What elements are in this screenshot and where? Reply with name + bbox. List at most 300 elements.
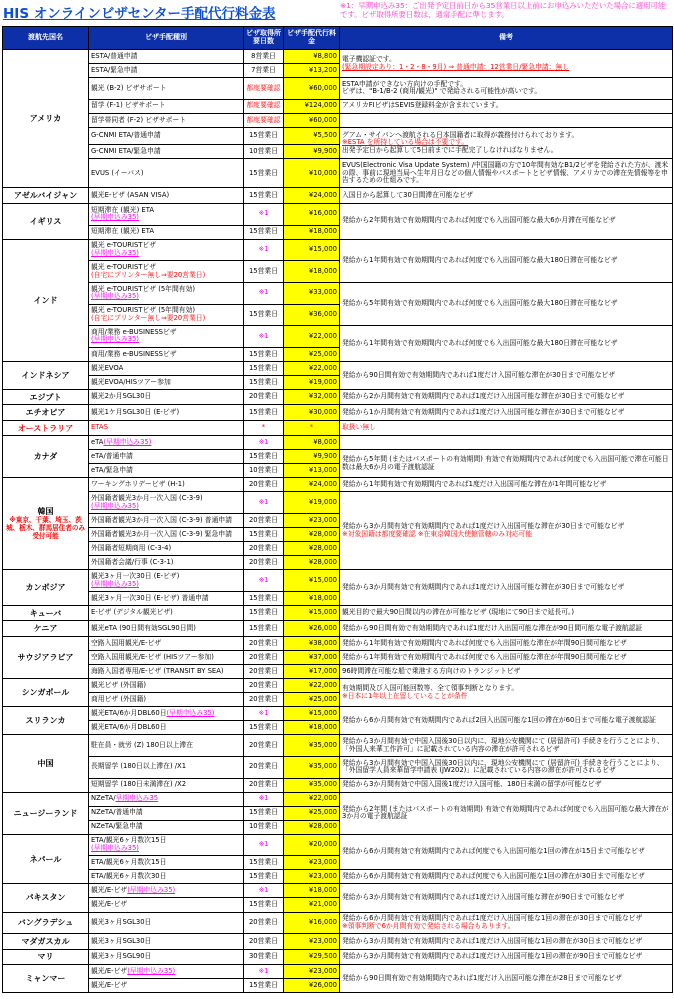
visa-type-sublabel: 早期申込み35 xyxy=(115,794,159,803)
fee-value: ¥9,900 xyxy=(313,146,337,155)
remark-cell xyxy=(340,420,673,435)
remark-text: 96時間滞在可能な船で乗港する方向けのトランジットビザ xyxy=(342,666,521,675)
visa-type-label: 外国籍者観光3か月一次入国 (C-3-9) 普通申請 xyxy=(91,515,232,524)
fee-value: ¥18,000 xyxy=(308,227,337,236)
table-row xyxy=(3,707,673,721)
visa-type-cell xyxy=(89,693,244,707)
country-name: 中国 xyxy=(37,758,54,768)
country-name: エジプト xyxy=(29,392,62,402)
days-cell xyxy=(244,650,284,664)
visa-type-sublabel: (早期申込み35) xyxy=(91,335,139,344)
visa-type-cell xyxy=(89,820,244,834)
days-value: 15営業日 xyxy=(248,310,279,319)
days-value: 15営業日 xyxy=(248,980,279,989)
visa-type-cell xyxy=(89,436,244,450)
days-cell xyxy=(244,347,284,361)
remark-cell xyxy=(340,650,673,664)
days-value: 15営業日 xyxy=(248,900,279,909)
fee-value: ¥22,000 xyxy=(308,363,337,372)
fee-cell xyxy=(284,514,340,528)
fee-cell xyxy=(284,884,340,898)
fee-value: ¥124,000 xyxy=(304,101,337,110)
days-value: 15営業日 xyxy=(248,593,279,602)
table-row xyxy=(3,934,673,949)
table-header-row xyxy=(3,27,673,50)
fee-value: ¥37,000 xyxy=(308,652,337,661)
fee-cell xyxy=(284,159,340,188)
days-cell xyxy=(244,898,284,912)
visa-type-sublabel: (早期申込み35) xyxy=(127,886,176,895)
fee-cell xyxy=(284,721,340,735)
visa-type-cell xyxy=(89,420,244,435)
days-value: 15営業日 xyxy=(248,808,279,817)
visa-type-cell xyxy=(89,159,244,188)
visa-type-label: 観光 e-TOURISTビザ xyxy=(91,241,157,250)
remark-text: 発給から90日間有効で有効期間内であれば1度だけ入国可能な滞在が30日まで可能なビザ xyxy=(342,370,616,379)
days-cell xyxy=(244,721,284,735)
country-cell xyxy=(3,389,89,404)
visa-type-cell xyxy=(89,326,244,348)
fee-value: ¥28,000 xyxy=(308,557,337,566)
days-cell xyxy=(244,591,284,605)
col-days: ビザ取得所要日数 xyxy=(244,27,284,50)
remark-text: 発給から1年間有効で有効期間内であれば何度でも入出国可能な最大180日滞在可能なビザ xyxy=(342,338,618,347)
table-row xyxy=(3,949,673,964)
fee-value: ¥38,000 xyxy=(308,638,337,647)
fee-cell xyxy=(284,636,340,650)
remark-text: 発給から6か月間有効で有効期間内であれば1度だけ入出国可能な1回の滞在が30日まで可能なビザ xyxy=(342,914,643,923)
fee-value: ¥17,000 xyxy=(308,666,337,675)
remark-text: (緊急期設定あり：1・2・8・9月) ⇒ 普通申請：12営業日/緊急申請：無し xyxy=(342,62,570,71)
fee-cell xyxy=(284,965,340,979)
table-row xyxy=(3,884,673,898)
fee-value: ¥35,000 xyxy=(308,762,337,771)
days-value: 20営業日 xyxy=(248,740,279,749)
visa-type-label: E-ビザ (デジタル観光ビザ) xyxy=(91,608,173,617)
remark-cell xyxy=(340,934,673,949)
table-row xyxy=(3,99,673,113)
days-value: 15営業日 xyxy=(248,190,279,199)
fee-cell xyxy=(284,361,340,375)
visa-type-cell xyxy=(89,778,244,792)
table-row xyxy=(3,478,673,492)
remark-cell xyxy=(340,834,673,870)
visa-type-label: 観光3ヶ月SGL30日 xyxy=(91,936,152,945)
remark-cell xyxy=(340,870,673,884)
visa-type-label: 観光 e-TOURISTビザ xyxy=(91,262,157,271)
days-cell xyxy=(244,225,284,239)
fee-cell xyxy=(284,806,340,820)
visa-type-label: eTA/緊急申請 xyxy=(91,466,133,475)
fee-cell xyxy=(284,225,340,239)
fee-value: ¥32,000 xyxy=(308,392,337,401)
remark-text: 発給から3か月間有効で中国入国後1度だけ入国可能、180日未満の留学が可能なビザ xyxy=(342,780,602,789)
visa-type-label: 空路入国用観光/E-ビザ xyxy=(91,638,162,647)
visa-type-label: 外国籍者観光3か月一次入国 (C-3-9) 緊急申請 xyxy=(91,529,232,538)
remark-cell xyxy=(340,735,673,757)
remark-text: 発給から1年間有効で有効期間内であれば何度でも入出国可能な最大180日滞在可能なビザ xyxy=(342,255,618,264)
days-cell xyxy=(244,304,284,326)
fee-cell xyxy=(284,420,340,435)
days-cell xyxy=(244,756,284,778)
days-cell xyxy=(244,912,284,934)
fee-value: ¥10,000 xyxy=(308,168,337,177)
visa-type-label: 短期滞在 (観光) ETA xyxy=(91,227,154,236)
visa-type-sublabel: (早期申込み35) xyxy=(91,292,139,301)
fee-value: ¥25,000 xyxy=(308,349,337,358)
country-name: オーストラリア xyxy=(17,423,74,433)
fee-cell xyxy=(284,528,340,542)
visa-type-cell xyxy=(89,679,244,693)
visa-type-label: 空路入国用観光/E-ビザ (HISツアー参加) xyxy=(91,652,214,661)
visa-type-cell xyxy=(89,361,244,375)
early-mark: ※1 xyxy=(258,966,269,975)
visa-type-label: eTA/普通申請 xyxy=(91,452,133,461)
days-cell xyxy=(244,478,284,492)
country-name: バングラデシュ xyxy=(17,918,74,928)
days-cell xyxy=(244,979,284,993)
table-row xyxy=(3,420,673,435)
fee-cell xyxy=(284,870,340,884)
header xyxy=(0,0,674,26)
fee-cell xyxy=(284,304,340,326)
visa-type-label: 観光ビザ (外国籍) xyxy=(91,680,147,689)
fee-cell xyxy=(284,282,340,304)
remark-cell xyxy=(340,621,673,636)
remark-text: ※ESTA を所持している場合は不要です。 xyxy=(342,138,469,147)
days-value: 7営業日 xyxy=(251,65,276,74)
table-body xyxy=(3,50,673,993)
days-cell xyxy=(244,528,284,542)
fee-cell xyxy=(284,436,340,450)
country-note: ※東京、千葉、埼玉、茨城、栃木、群馬居住者のみ受付可能 xyxy=(5,516,86,541)
fee-value: ¥19,000 xyxy=(308,498,337,506)
country-cell xyxy=(3,570,89,606)
fee-value: ¥18,000 xyxy=(308,266,337,275)
remark-text: 電子機認証です。 xyxy=(342,54,396,63)
days-value: 20営業日 xyxy=(248,557,279,566)
table-row xyxy=(3,159,673,188)
fee-value: ¥23,000 xyxy=(308,966,337,975)
country-cell xyxy=(3,834,89,884)
fee-value: ¥28,000 xyxy=(308,822,337,831)
remark-cell xyxy=(340,570,673,606)
country-cell xyxy=(3,949,89,964)
remark-text: 観光目的で最大90日間以内の滞在が可能なビザ (現地にて90日まで延長可。) xyxy=(342,608,575,617)
visa-type-label: 観光3ヶ月SGL30日 xyxy=(91,918,152,927)
fee-value: ¥16,000 xyxy=(308,209,337,218)
fee-cell xyxy=(284,389,340,404)
days-cell xyxy=(244,707,284,721)
days-cell xyxy=(244,78,284,100)
country-cell xyxy=(3,405,89,420)
visa-type-label: 観光/E-ビザ xyxy=(91,886,128,895)
remark-cell xyxy=(340,965,673,993)
country-cell xyxy=(3,735,89,792)
country-cell xyxy=(3,478,89,570)
fee-cell xyxy=(284,949,340,964)
days-value: 15営業日 xyxy=(248,227,279,236)
remark-text: ※対象国籍は都度要確認 ※在東京韓国大使館管轄のみ対応可能 xyxy=(342,529,533,538)
table-row xyxy=(3,389,673,404)
fee-cell xyxy=(284,707,340,721)
visa-type-cell xyxy=(89,591,244,605)
country-name: ネパール xyxy=(29,854,62,864)
table-row xyxy=(3,203,673,225)
country-cell xyxy=(3,188,89,203)
table-row xyxy=(3,492,673,514)
remark-text: グアム・サイパンへ渡航される日本国籍者に取得が義務付けられております。 xyxy=(342,130,579,139)
days-cell xyxy=(244,239,284,261)
remark-cell xyxy=(340,78,673,100)
col-visa-type: ビザ手配種別 xyxy=(89,27,244,50)
fee-value: ¥60,000 xyxy=(308,115,337,124)
fee-value: ¥19,000 xyxy=(308,377,337,386)
visa-type-cell xyxy=(89,375,244,389)
remark-cell xyxy=(340,50,673,78)
visa-type-label: G-CNMI ETA/普通申請 xyxy=(91,131,161,140)
table-row xyxy=(3,912,673,934)
country-cell xyxy=(3,361,89,389)
fee-value: ¥36,000 xyxy=(308,310,337,319)
days-cell xyxy=(244,405,284,420)
days-cell xyxy=(244,884,284,898)
visa-type-sublabel: (早期申込み35) xyxy=(166,708,215,717)
remark-cell xyxy=(340,436,673,450)
country-cell xyxy=(3,420,89,435)
fee-value: ¥13,200 xyxy=(308,65,337,74)
days-cell xyxy=(244,834,284,856)
country-name: キューバ xyxy=(29,608,62,618)
visa-type-cell xyxy=(89,50,244,64)
visa-type-cell xyxy=(89,965,244,979)
fee-value: ¥16,000 xyxy=(308,918,337,927)
days-cell xyxy=(244,606,284,621)
fee-cell xyxy=(284,145,340,159)
country-name: エチオピア xyxy=(25,408,66,418)
table-row xyxy=(3,361,673,375)
country-name: インドネシア xyxy=(21,370,70,380)
visa-type-cell xyxy=(89,347,244,361)
fee-value: ¥24,000 xyxy=(308,190,337,199)
fee-cell xyxy=(284,934,340,949)
remark-cell xyxy=(340,778,673,792)
remark-text: 発給から2年間 (またはパスポートの有効期間) 有効で有効期間内であれば何度でも入出国可能な最大滞在が3か月の電子渡航認証 xyxy=(342,804,669,821)
remark-cell xyxy=(340,326,673,362)
remark-cell xyxy=(340,912,673,934)
visa-type-label: 留学帯同者 (F-2) ビザサポート xyxy=(91,115,187,124)
fee-cell xyxy=(284,979,340,993)
country-name: アメリカ xyxy=(29,114,62,124)
country-name: サウジアラビア xyxy=(17,652,74,662)
days-value: 20営業日 xyxy=(248,638,279,647)
visa-type-label: ETA/観光6ヶ月数次15日 xyxy=(91,858,167,867)
days-cell xyxy=(244,113,284,127)
remark-text: 有効期間及び入国可能回数等、全て領事判断となります。 xyxy=(342,684,519,692)
remark-cell xyxy=(340,707,673,735)
country-name: カンボジア xyxy=(25,583,66,593)
remark-text: 発給から1か月間有効で有効期間内であれば1度だけ入出国可能な滞在が30日まで可能なビザ xyxy=(342,407,625,416)
fee-cell xyxy=(284,542,340,556)
days-cell xyxy=(244,492,284,514)
remark-text: 発給から90日間有効で有効期間内であれば1度だけ入出国可能な滞在が28日まで可能なビザ xyxy=(342,973,622,982)
table-row xyxy=(3,405,673,420)
remark-text: 発給から6か月間有効で有効期間内であれば2回入出国可能な1回の滞在が60日まで可能な電子渡航認証 xyxy=(342,715,656,724)
fee-value: ¥15,000 xyxy=(308,708,337,717)
remark-cell xyxy=(340,188,673,203)
visa-type-cell xyxy=(89,665,244,679)
remark-text: 発給から5年間有効で有効期間内であれば何度でも入出国可能な最大180日滞在可能なビザ xyxy=(342,299,618,308)
fee-cell xyxy=(284,912,340,934)
visa-type-cell xyxy=(89,405,244,420)
remark-cell xyxy=(340,679,673,707)
fee-value: ¥8,000 xyxy=(313,438,337,447)
days-value: 15営業日 xyxy=(248,131,279,140)
fee-cell xyxy=(284,693,340,707)
remark-cell xyxy=(340,361,673,389)
visa-type-cell xyxy=(89,225,244,239)
fee-cell xyxy=(284,347,340,361)
visa-type-label: 外国籍者会議/行事 (C-3-1) xyxy=(91,557,174,566)
days-value: 20営業日 xyxy=(248,392,279,401)
fee-cell xyxy=(284,556,340,570)
visa-type-cell xyxy=(89,145,244,159)
visa-type-cell xyxy=(89,542,244,556)
visa-type-cell xyxy=(89,282,244,304)
country-cell xyxy=(3,50,89,188)
fee-cell xyxy=(284,99,340,113)
days-cell xyxy=(244,679,284,693)
visa-type-cell xyxy=(89,735,244,757)
visa-type-label: 海路入国者専用/E-ビザ (TRANSIT BY SEA) xyxy=(91,666,224,675)
remark-cell xyxy=(340,884,673,912)
remark-cell xyxy=(340,239,673,282)
days-value: 15営業日 xyxy=(248,529,279,538)
days-value: 15営業日 xyxy=(248,722,279,731)
visa-type-cell xyxy=(89,650,244,664)
country-cell xyxy=(3,792,89,834)
days-value: 20営業日 xyxy=(248,694,279,703)
table-row xyxy=(3,570,673,592)
table-row xyxy=(3,113,673,127)
col-country: 渡航先国名 xyxy=(3,27,89,50)
fee-value: ¥25,000 xyxy=(308,808,337,817)
remark-cell xyxy=(340,203,673,239)
days-cell xyxy=(244,145,284,159)
fee-cell xyxy=(284,650,340,664)
visa-type-label: 商用/業務 e-BUSINESSビザ xyxy=(91,327,177,336)
fee-value: ¥15,000 xyxy=(308,608,337,617)
fee-value: ¥23,000 xyxy=(308,872,337,881)
remark-cell xyxy=(340,756,673,778)
country-cell xyxy=(3,679,89,707)
days-value: 都度要確認 xyxy=(246,83,281,92)
visa-type-label: 観光 e-TOURISTビザ (5年間有効) xyxy=(91,284,196,293)
visa-type-label: 観光/E-ビザ xyxy=(91,980,128,989)
visa-type-label: ESTA/普通申請 xyxy=(91,51,138,60)
remark-cell xyxy=(340,159,673,188)
days-value: 15営業日 xyxy=(248,623,279,632)
fee-value: ¥28,000 xyxy=(308,543,337,552)
days-value: 20営業日 xyxy=(248,936,279,945)
fee-cell xyxy=(284,464,340,478)
table-row xyxy=(3,606,673,621)
days-cell xyxy=(244,436,284,450)
visa-type-sublabel: (早期申込み35) xyxy=(91,248,139,257)
early-application-note: ※1：早期申込み35：ご出発予定日前日から35営業日以上前にお申込みいただいた場合に適用可能です。ビザ取得所要日数は、通常手配に準じます。 xyxy=(340,1,666,19)
fee-cell xyxy=(284,405,340,420)
fee-cell xyxy=(284,621,340,636)
country-cell xyxy=(3,636,89,678)
fee-cell xyxy=(284,239,340,261)
fee-value: ¥18,000 xyxy=(308,593,337,602)
country-name: ケニア xyxy=(33,624,58,634)
days-value: 10営業日 xyxy=(248,466,279,475)
remark-text: ※領事判断で6か月間有効で発給される場合もあります。 xyxy=(342,921,515,930)
table-row xyxy=(3,636,673,650)
days-value: 10営業日 xyxy=(248,146,279,155)
remark-text: 発給から1年間有効で有効期間内であれば何度でも入出国可能な滞在が年間90日間可能なビザ xyxy=(342,638,627,647)
visa-type-label: 観光 (B-2) ビザサポート xyxy=(91,83,167,92)
country-cell xyxy=(3,203,89,239)
days-cell xyxy=(244,856,284,870)
fee-cell xyxy=(284,606,340,621)
remark-cell xyxy=(340,282,673,325)
fee-value: ¥23,000 xyxy=(308,858,337,867)
visa-type-cell xyxy=(89,898,244,912)
days-cell xyxy=(244,375,284,389)
fee-value: ¥35,000 xyxy=(308,740,337,749)
days-value: 15営業日 xyxy=(248,168,279,177)
fee-cell xyxy=(284,188,340,203)
days-cell xyxy=(244,693,284,707)
days-value: 20営業日 xyxy=(248,918,279,927)
remark-text: 発給から1年間有効で有効期間内であれば1度だけ入出国可能な滞在が1年間可能なビザ xyxy=(342,480,607,489)
fee-cell xyxy=(284,261,340,283)
remark-cell xyxy=(340,792,673,834)
visa-type-cell xyxy=(89,99,244,113)
fee-value: ¥18,000 xyxy=(308,722,337,731)
country-cell xyxy=(3,884,89,912)
fee-cell xyxy=(284,856,340,870)
visa-type-cell xyxy=(89,870,244,884)
days-value: 20営業日 xyxy=(248,515,279,524)
table-row xyxy=(3,450,673,464)
days-cell xyxy=(244,159,284,188)
remark-cell xyxy=(340,665,673,679)
remark-text: 発給から3か月間有効で有効期間内であれば1度だけ入出国可能な1回の滞在が30日まで可能なビザ xyxy=(342,936,643,945)
fee-cell xyxy=(284,203,340,225)
early-mark: ※1 xyxy=(258,886,269,895)
visa-type-cell xyxy=(89,834,244,856)
country-name: ミャンマー xyxy=(25,974,66,984)
remark-text: 発給から6か月間有効で有効期間内であれば何度でも入出国可能な1回の滞在が30日まで可能なビザ xyxy=(342,872,645,881)
fee-value: ¥13,000 xyxy=(308,466,337,475)
visa-type-label: 商用/業務 e-BUSINESSビザ xyxy=(91,349,177,358)
days-cell xyxy=(244,556,284,570)
days-cell xyxy=(244,188,284,203)
country-name: インド xyxy=(33,295,58,305)
days-value: 都度要確認 xyxy=(246,115,281,124)
early-mark: ※1 xyxy=(258,794,269,803)
visa-type-label: ESTA/緊急申請 xyxy=(91,65,138,74)
days-value: 30営業日 xyxy=(248,952,279,961)
visa-type-sublabel: (早期申込み35) xyxy=(91,579,139,588)
table-row xyxy=(3,965,673,979)
fee-value: ¥24,000 xyxy=(308,480,337,489)
days-cell xyxy=(244,64,284,78)
visa-type-label: 観光1ケ月SGL30日 (E-ビザ) xyxy=(91,407,180,416)
